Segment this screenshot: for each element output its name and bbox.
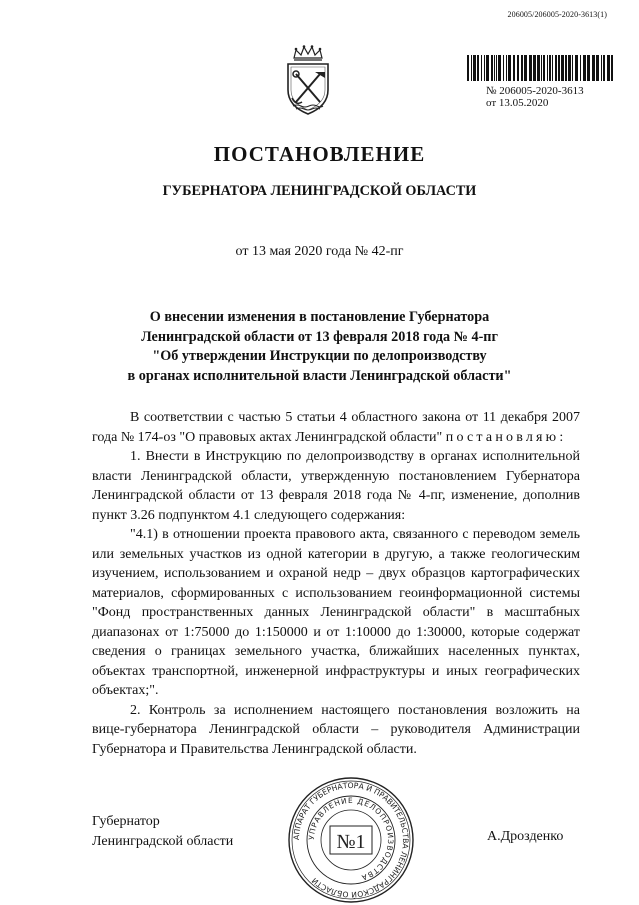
signatory-name: А.Дрозденко [487,829,564,844]
coat-of-arms-icon [284,44,332,116]
stamp-number: №1 [336,831,366,853]
signatory-position [92,812,233,851]
document-heading [60,308,579,386]
preamble-paragraph [92,408,580,447]
stamp-outer-text: АППАРАТ ГУБЕРНАТОРА И ПРАВИТЕЛЬСТВА ЛЕНИНГРАДСКОЙ ОБЛАСТИ [291,780,411,900]
preamble-text: В соответствии с частью 5 статьи 4 областного закона от 11 декабря 2007 года № 174-оз "О правовых актах Ленинградской области" [92,410,580,445]
document-subtitle: ГУБЕРНАТОРА ЛЕНИНГРАДСКОЙ ОБЛАСТИ [162,183,477,199]
official-stamp [287,776,415,904]
signatory-position-line: Губернатор [92,814,160,829]
heading-line: Ленинградской области от 13 февраля 2018 года № 4-пг [141,328,498,345]
stamp-inner-text: УПРАВЛЕНИЕ ДЕЛОПРОИЗВОДСТВА [306,795,396,883]
heading-line: О внесении изменения в постановление Губернатора [149,309,490,325]
item-1-paragraph: 1. Внести в Инструкцию по делопроизводству в органах исполнительной власти Ленинградской области, утвержденную постановлением Губернатора Ленинградской области от 13 февраля 2018 года № 4-пг, изменение, дополнив пункт 3.26 подпунктом 4.1 следующего содержания: [92,449,580,523]
item-1-quote-paragraph: "4.1) в отношении проекта правового акта, связанного с переводом земель или земельных участков из одной категории в другую, а также геологическим изучением, использованием и охраной недр – двух образцов картографических материалов, сформированных с использованием геоинформационной системы "Фонд пространственных данных Ленинградской области" в масштабных диапазонах от 1:75000 до 1:150000 и от 1:10000 до 1:30000, которые содержат сведения о границах земельного участка, ближайших населенных пунктах, объектах транспортной, инженерной инфраструктуры и иных географических объектах;". [92,527,580,698]
resolve-word: постановляю: [445,429,567,445]
document-title: ПОСТАНОВЛЕНИЕ [213,142,426,166]
heading-line: в органах исполнительной власти Ленинградской области" [127,367,512,384]
registration-date: от 13.05.2020 [486,97,549,109]
document-date-line: от 13 мая 2020 года № 42-пг [235,244,404,259]
signatory-position-line: Ленинградской области [92,833,234,849]
heading-line: "Об утверждении Инструкции по делопроизводству [152,348,487,364]
registration-block [486,85,584,109]
registration-number: № 206005-2020-3613 [486,85,584,97]
document-code: 206005/206005-2020-3613(1) [507,10,607,19]
barcode [467,55,615,81]
item-2-paragraph: 2. Контроль за исполнением настоящего постановления возложить на вице-губернатора Ленинградской области – руководителя Администрации Губернатора и Правительства Ленинградской области. [92,702,580,757]
document-body [92,408,580,759]
